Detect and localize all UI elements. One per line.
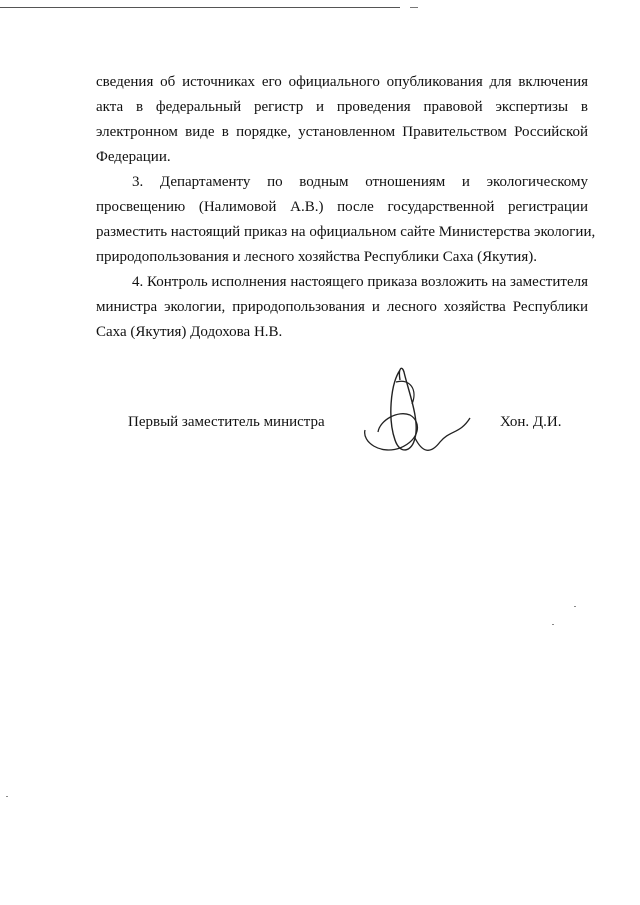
document-body	[96, 70, 596, 345]
text-line: природопользования и лесного хозяйства Республики Саха (Якутия).	[96, 249, 537, 265]
text-line: Саха (Якутия) Додохова Н.В.	[96, 324, 283, 340]
text-line: министра экологии, природопользования и лесного хозяйства Республики	[96, 299, 588, 315]
text-line: 4. Контроль исполнения настоящего приказа возложить на заместителя	[132, 274, 588, 290]
scan-border-line	[0, 7, 400, 8]
text-line: сведения об источниках его официального опубликования для включения	[96, 74, 588, 90]
scan-speck	[552, 624, 554, 625]
scan-speck	[574, 606, 576, 607]
paragraph-3	[96, 170, 596, 270]
text-line: Федерации.	[96, 149, 171, 165]
scan-speck	[6, 796, 8, 797]
text-line: разместить настоящий приказ на официальном сайте Министерства экологии,	[96, 224, 596, 240]
scan-border-line	[410, 7, 418, 8]
text-line: акта в федеральный регистр и проведения правовой экспертизы в	[96, 99, 588, 115]
handwritten-signature	[360, 360, 480, 470]
signature-block	[0, 410, 640, 440]
text-line: электронном виде в порядке, установленном Правительством Российской	[96, 124, 588, 140]
paragraph-2-continuation	[96, 70, 588, 170]
text-line: 3. Департаменту по водным отношениям и экологическому	[132, 174, 588, 190]
paragraph-4	[96, 270, 588, 345]
signatory-name: Хон. Д.И.	[500, 414, 562, 430]
text-line: просвещению (Налимовой А.В.) после государственной регистрации	[96, 199, 588, 215]
signatory-title: Первый заместитель министра	[128, 414, 325, 430]
